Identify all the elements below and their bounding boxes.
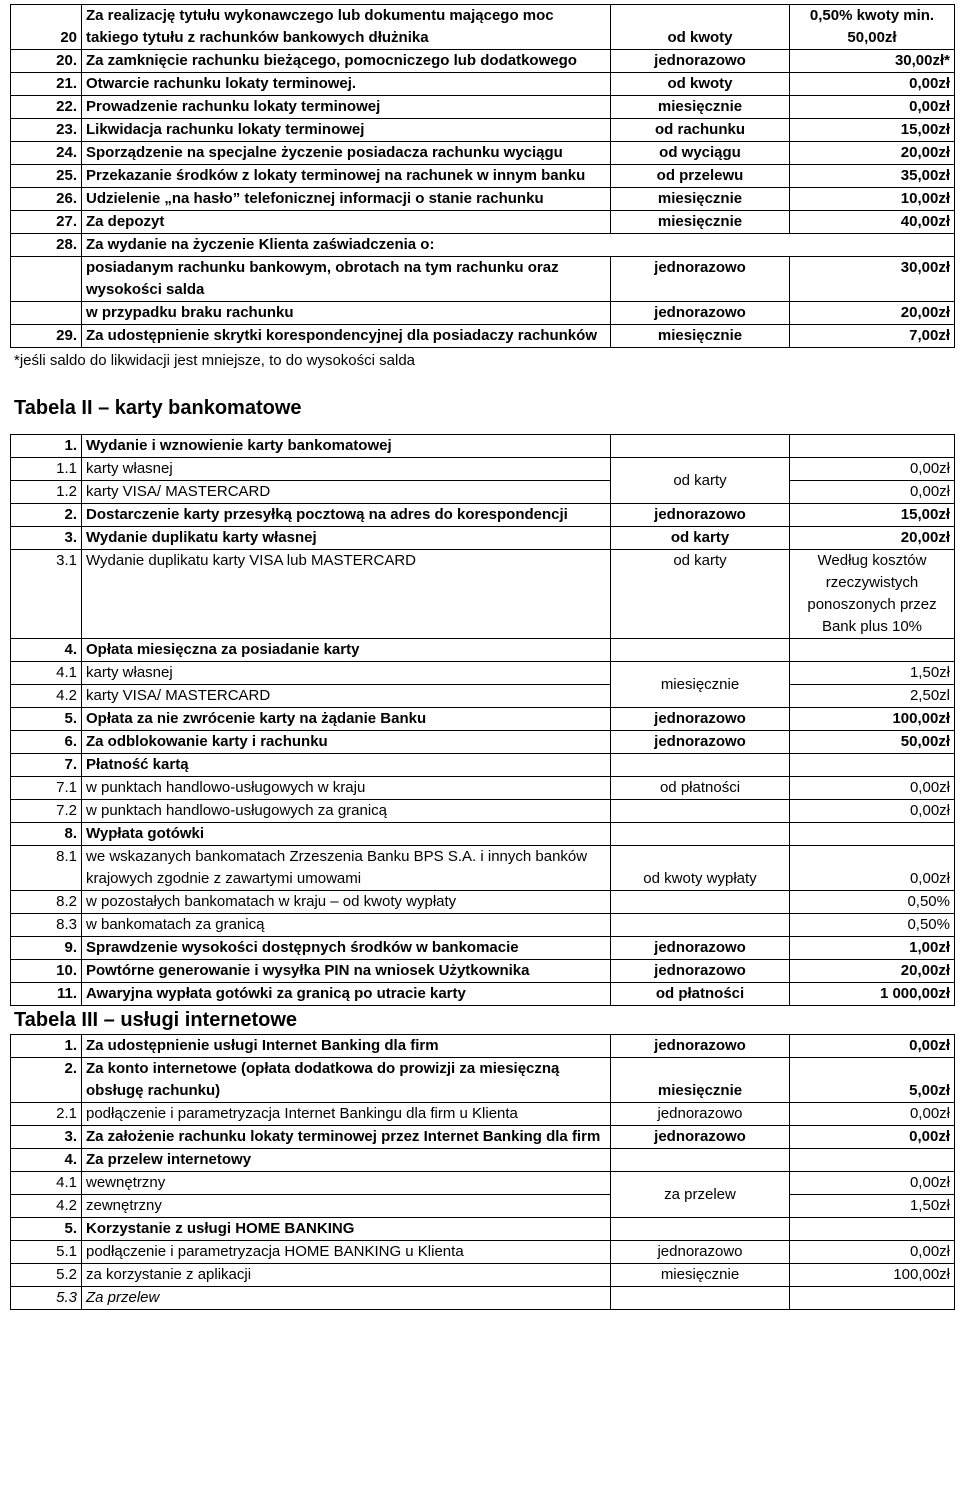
row-frequency: miesięcznie — [611, 1264, 790, 1287]
fee-table-internet — [10, 1034, 955, 1310]
row-number: 7.1 — [11, 777, 82, 800]
table-row — [11, 891, 955, 914]
row-number: 4.2 — [11, 685, 82, 708]
row-number: 2. — [11, 1058, 82, 1103]
row-amount: 0,00zł — [790, 1172, 955, 1195]
row-description: karty VISA/ MASTERCARD — [82, 685, 611, 708]
row-frequency — [611, 914, 790, 937]
table-row — [11, 550, 955, 639]
row-description: Korzystanie z usługi HOME BANKING — [82, 1218, 611, 1241]
table-row — [11, 481, 955, 504]
row-amount: 0,00zł — [790, 1103, 955, 1126]
row-description: w przypadku braku rachunku — [82, 302, 611, 325]
row-frequency: od kwoty — [611, 73, 790, 96]
row-description: podłączenie i parametryzacja HOME BANKING u Klienta — [82, 1241, 611, 1264]
table-row — [11, 142, 955, 165]
row-description: za korzystanie z aplikacji — [82, 1264, 611, 1287]
row-frequency: jednorazowo — [611, 960, 790, 983]
row-description: posiadanym rachunku bankowym, obrotach na tym rachunku oraz wysokości salda — [82, 257, 611, 302]
row-amount: 0,00zł — [790, 96, 955, 119]
table-row — [11, 257, 955, 302]
row-amount: 20,00zł — [790, 302, 955, 325]
row-description: Wydanie duplikatu karty VISA lub MASTERCARD — [82, 550, 611, 639]
table-row — [11, 1287, 955, 1310]
table-row — [11, 1058, 955, 1103]
row-number: 5.2 — [11, 1264, 82, 1287]
row-description: w punktach handlowo-usługowych w kraju — [82, 777, 611, 800]
row-description: Za konto internetowe (opłata dodatkowa do prowizji za miesięczną obsługę rachunku) — [82, 1058, 611, 1103]
row-number: 29. — [11, 325, 82, 348]
row-amount: 0,00zł — [790, 73, 955, 96]
row-number: 3.1 — [11, 550, 82, 639]
row-description: Sporządzenie na specjalne życzenie posiadacza rachunku wyciągu — [82, 142, 611, 165]
row-number: 4.2 — [11, 1195, 82, 1218]
row-amount: 7,00zł — [790, 325, 955, 348]
row-frequency — [611, 823, 790, 846]
row-description: Awaryjna wypłata gotówki za granicą po utracie karty — [82, 983, 611, 1006]
row-frequency: od kwoty — [611, 5, 790, 50]
table-row — [11, 639, 955, 662]
row-frequency: miesięcznie — [611, 1058, 790, 1103]
row-description: Wydanie duplikatu karty własnej — [82, 527, 611, 550]
row-number: 6. — [11, 731, 82, 754]
row-frequency — [611, 754, 790, 777]
row-description: wewnętrzny — [82, 1172, 611, 1195]
row-description: Prowadzenie rachunku lokaty terminowej — [82, 96, 611, 119]
row-amount: 50,00zł — [790, 731, 955, 754]
row-number: 7. — [11, 754, 82, 777]
row-description: Za udostępnienie skrytki korespondencyjnej dla posiadaczy rachunków — [82, 325, 611, 348]
row-number: 8.2 — [11, 891, 82, 914]
row-description: Likwidacja rachunku lokaty terminowej — [82, 119, 611, 142]
table-row — [11, 5, 955, 50]
row-amount — [790, 1149, 955, 1172]
table-row — [11, 1126, 955, 1149]
row-number: 1.1 — [11, 458, 82, 481]
row-amount: 0,00zł — [790, 800, 955, 823]
row-amount: 100,00zł — [790, 1264, 955, 1287]
table-row — [11, 119, 955, 142]
row-description: zewnętrzny — [82, 1195, 611, 1218]
row-amount: 0,50% — [790, 891, 955, 914]
row-description: karty VISA/ MASTERCARD — [82, 481, 611, 504]
row-amount: 0,50% kwoty min. 50,00zł — [790, 5, 955, 50]
table-row — [11, 96, 955, 119]
table-row — [11, 914, 955, 937]
row-amount — [790, 1287, 955, 1310]
table-row — [11, 302, 955, 325]
row-number: 4.1 — [11, 662, 82, 685]
fee-table-cards — [10, 434, 955, 1006]
row-amount — [790, 754, 955, 777]
row-amount: 0,50% — [790, 914, 955, 937]
table2-title: Tabela II – karty bankomatowe — [14, 397, 302, 419]
table3-title: Tabela III – usługi internetowe — [14, 1009, 298, 1031]
row-frequency: jednorazowo — [611, 50, 790, 73]
row-number: 4. — [11, 1149, 82, 1172]
row-number: 10. — [11, 960, 82, 983]
row-frequency: miesięcznie — [611, 662, 790, 708]
row-description: Powtórne generowanie i wysyłka PIN na wniosek Użytkownika — [82, 960, 611, 983]
row-frequency: od karty — [611, 527, 790, 550]
row-number: 2. — [11, 504, 82, 527]
table-row — [11, 1218, 955, 1241]
row-number: 27. — [11, 211, 82, 234]
row-number: 8. — [11, 823, 82, 846]
row-description: Za wydanie na życzenie Klienta zaświadczenia o: — [82, 234, 955, 257]
table-row — [11, 800, 955, 823]
row-description: karty własnej — [82, 458, 611, 481]
row-description: Przekazanie środków z lokaty terminowej na rachunek w innym banku — [82, 165, 611, 188]
row-frequency: jednorazowo — [611, 1126, 790, 1149]
row-number: 4.1 — [11, 1172, 82, 1195]
row-number: 1. — [11, 435, 82, 458]
row-amount: 1,50zł — [790, 662, 955, 685]
row-frequency: miesięcznie — [611, 96, 790, 119]
row-number: 22. — [11, 96, 82, 119]
row-number: 3. — [11, 1126, 82, 1149]
row-description: w bankomatach za granicą — [82, 914, 611, 937]
row-amount: 0,00zł — [790, 846, 955, 891]
row-frequency: jednorazowo — [611, 708, 790, 731]
row-frequency — [611, 1149, 790, 1172]
table-row — [11, 1172, 955, 1195]
row-description: Za udostępnienie usługi Internet Banking dla firm — [82, 1035, 611, 1058]
row-amount — [790, 435, 955, 458]
row-description: Za depozyt — [82, 211, 611, 234]
row-amount: 0,00zł — [790, 1126, 955, 1149]
row-frequency: od karty — [611, 550, 790, 639]
table-row — [11, 211, 955, 234]
row-frequency: od rachunku — [611, 119, 790, 142]
row-frequency — [611, 800, 790, 823]
table-row — [11, 188, 955, 211]
table-row — [11, 435, 955, 458]
row-description: Za zamknięcie rachunku bieżącego, pomocniczego lub dodatkowego — [82, 50, 611, 73]
row-number: 9. — [11, 937, 82, 960]
row-amount: 30,00zł — [790, 257, 955, 302]
row-number: 5.1 — [11, 1241, 82, 1264]
row-frequency: za przelew — [611, 1172, 790, 1218]
row-amount: 1 000,00zł — [790, 983, 955, 1006]
row-number: 8.1 — [11, 846, 82, 891]
row-amount: 0,00zł — [790, 1035, 955, 1058]
table-row — [11, 1195, 955, 1218]
table-row — [11, 937, 955, 960]
row-amount: 0,00zł — [790, 1241, 955, 1264]
row-amount — [790, 639, 955, 662]
row-frequency: miesięcznie — [611, 325, 790, 348]
table-row — [11, 165, 955, 188]
row-description: Otwarcie rachunku lokaty terminowej. — [82, 73, 611, 96]
row-number: 21. — [11, 73, 82, 96]
row-frequency: od wyciągu — [611, 142, 790, 165]
row-description: Za odblokowanie karty i rachunku — [82, 731, 611, 754]
row-description: we wskazanych bankomatach Zrzeszenia Banku BPS S.A. i innych banków krajowych zgodnie z zawartymi umowami — [82, 846, 611, 891]
row-frequency: miesięcznie — [611, 188, 790, 211]
row-number: 3. — [11, 527, 82, 550]
row-frequency: od płatności — [611, 983, 790, 1006]
table-row — [11, 731, 955, 754]
row-number: 28. — [11, 234, 82, 257]
row-amount: 20,00zł — [790, 142, 955, 165]
row-amount: 20,00zł — [790, 527, 955, 550]
row-description: Sprawdzenie wysokości dostępnych środków w bankomacie — [82, 937, 611, 960]
table-row — [11, 960, 955, 983]
row-amount: 100,00zł — [790, 708, 955, 731]
row-description: karty własnej — [82, 662, 611, 685]
table-row — [11, 458, 955, 481]
table-row — [11, 504, 955, 527]
row-description: Za założenie rachunku lokaty terminowej przez Internet Banking dla firm — [82, 1126, 611, 1149]
fee-table-accounts — [10, 4, 955, 348]
row-frequency: jednorazowo — [611, 731, 790, 754]
row-description: Opłata za nie zwrócenie karty na żądanie Banku — [82, 708, 611, 731]
row-frequency: jednorazowo — [611, 1035, 790, 1058]
row-frequency — [611, 639, 790, 662]
table-row — [11, 685, 955, 708]
table-row — [11, 1035, 955, 1058]
row-frequency — [611, 891, 790, 914]
row-amount: 10,00zł — [790, 188, 955, 211]
row-frequency: jednorazowo — [611, 1241, 790, 1264]
table-row — [11, 1264, 955, 1287]
row-amount: 5,00zł — [790, 1058, 955, 1103]
row-description: Opłata miesięczna za posiadanie karty — [82, 639, 611, 662]
row-amount: 15,00zł — [790, 504, 955, 527]
row-amount: 0,00zł — [790, 481, 955, 504]
row-description: w pozostałych bankomatach w kraju – od kwoty wypłaty — [82, 891, 611, 914]
row-description: podłączenie i parametryzacja Internet Bankingu dla firm u Klienta — [82, 1103, 611, 1126]
table-row — [11, 708, 955, 731]
row-number: 5. — [11, 708, 82, 731]
row-amount: 30,00zł* — [790, 50, 955, 73]
row-number: 11. — [11, 983, 82, 1006]
table-row — [11, 662, 955, 685]
row-amount: 35,00zł — [790, 165, 955, 188]
table-row — [11, 823, 955, 846]
row-frequency: miesięcznie — [611, 211, 790, 234]
row-frequency — [611, 1287, 790, 1310]
row-frequency: jednorazowo — [611, 302, 790, 325]
row-description: Wydanie i wznowienie karty bankomatowej — [82, 435, 611, 458]
row-amount: Według kosztów rzeczywistych ponoszonych przez Bank plus 10% — [790, 550, 955, 639]
row-frequency: od przelewu — [611, 165, 790, 188]
row-amount: 20,00zł — [790, 960, 955, 983]
row-description: Wypłata gotówki — [82, 823, 611, 846]
row-number: 5.3 — [11, 1287, 82, 1310]
row-number: 24. — [11, 142, 82, 165]
footnote: *jeśli saldo do likwidacji jest mniejsze, to do wysokości salda — [14, 352, 416, 369]
row-number: 5. — [11, 1218, 82, 1241]
fee-schedule-page — [10, 4, 955, 1310]
row-amount: 2,50zl — [790, 685, 955, 708]
table-row — [11, 983, 955, 1006]
row-number: 2.1 — [11, 1103, 82, 1126]
row-frequency: od płatności — [611, 777, 790, 800]
row-frequency: jednorazowo — [611, 257, 790, 302]
row-number: 20 — [11, 5, 82, 50]
table-row — [11, 73, 955, 96]
row-number: 7.2 — [11, 800, 82, 823]
row-description: Za przelew — [82, 1287, 611, 1310]
row-frequency: jednorazowo — [611, 1103, 790, 1126]
row-number: 25. — [11, 165, 82, 188]
table-row — [11, 1149, 955, 1172]
row-amount: 15,00zł — [790, 119, 955, 142]
table-row — [11, 846, 955, 891]
row-amount — [790, 823, 955, 846]
table-row — [11, 325, 955, 348]
row-frequency — [611, 1218, 790, 1241]
row-description: Płatność kartą — [82, 754, 611, 777]
table-row — [11, 50, 955, 73]
row-number: 23. — [11, 119, 82, 142]
row-description: Za przelew internetowy — [82, 1149, 611, 1172]
table-row — [11, 777, 955, 800]
row-number: 8.3 — [11, 914, 82, 937]
row-number: 26. — [11, 188, 82, 211]
row-frequency: od kwoty wypłaty — [611, 846, 790, 891]
row-number: 1. — [11, 1035, 82, 1058]
row-number: 4. — [11, 639, 82, 662]
table-row — [11, 234, 955, 257]
table-row — [11, 754, 955, 777]
table-row — [11, 1103, 955, 1126]
table-row — [11, 1241, 955, 1264]
row-amount: 0,00zł — [790, 777, 955, 800]
row-amount: 0,00zł — [790, 458, 955, 481]
row-description: Udzielenie „na hasło” telefonicznej informacji o stanie rachunku — [82, 188, 611, 211]
row-description: Dostarczenie karty przesyłką pocztową na adres do korespondencji — [82, 504, 611, 527]
row-amount: 1,00zł — [790, 937, 955, 960]
row-frequency: od karty — [611, 458, 790, 504]
row-amount: 40,00zł — [790, 211, 955, 234]
table-row — [11, 527, 955, 550]
row-frequency: jednorazowo — [611, 504, 790, 527]
row-description: Za realizację tytułu wykonawczego lub dokumentu mającego moc takiego tytułu z rachunków bankowych dłużnika — [82, 5, 611, 50]
row-number: 20. — [11, 50, 82, 73]
row-amount: 1,50zł — [790, 1195, 955, 1218]
row-description: w punktach handlowo-usługowych za granicą — [82, 800, 611, 823]
row-frequency: jednorazowo — [611, 937, 790, 960]
row-amount — [790, 1218, 955, 1241]
row-number: 1.2 — [11, 481, 82, 504]
row-frequency — [611, 435, 790, 458]
